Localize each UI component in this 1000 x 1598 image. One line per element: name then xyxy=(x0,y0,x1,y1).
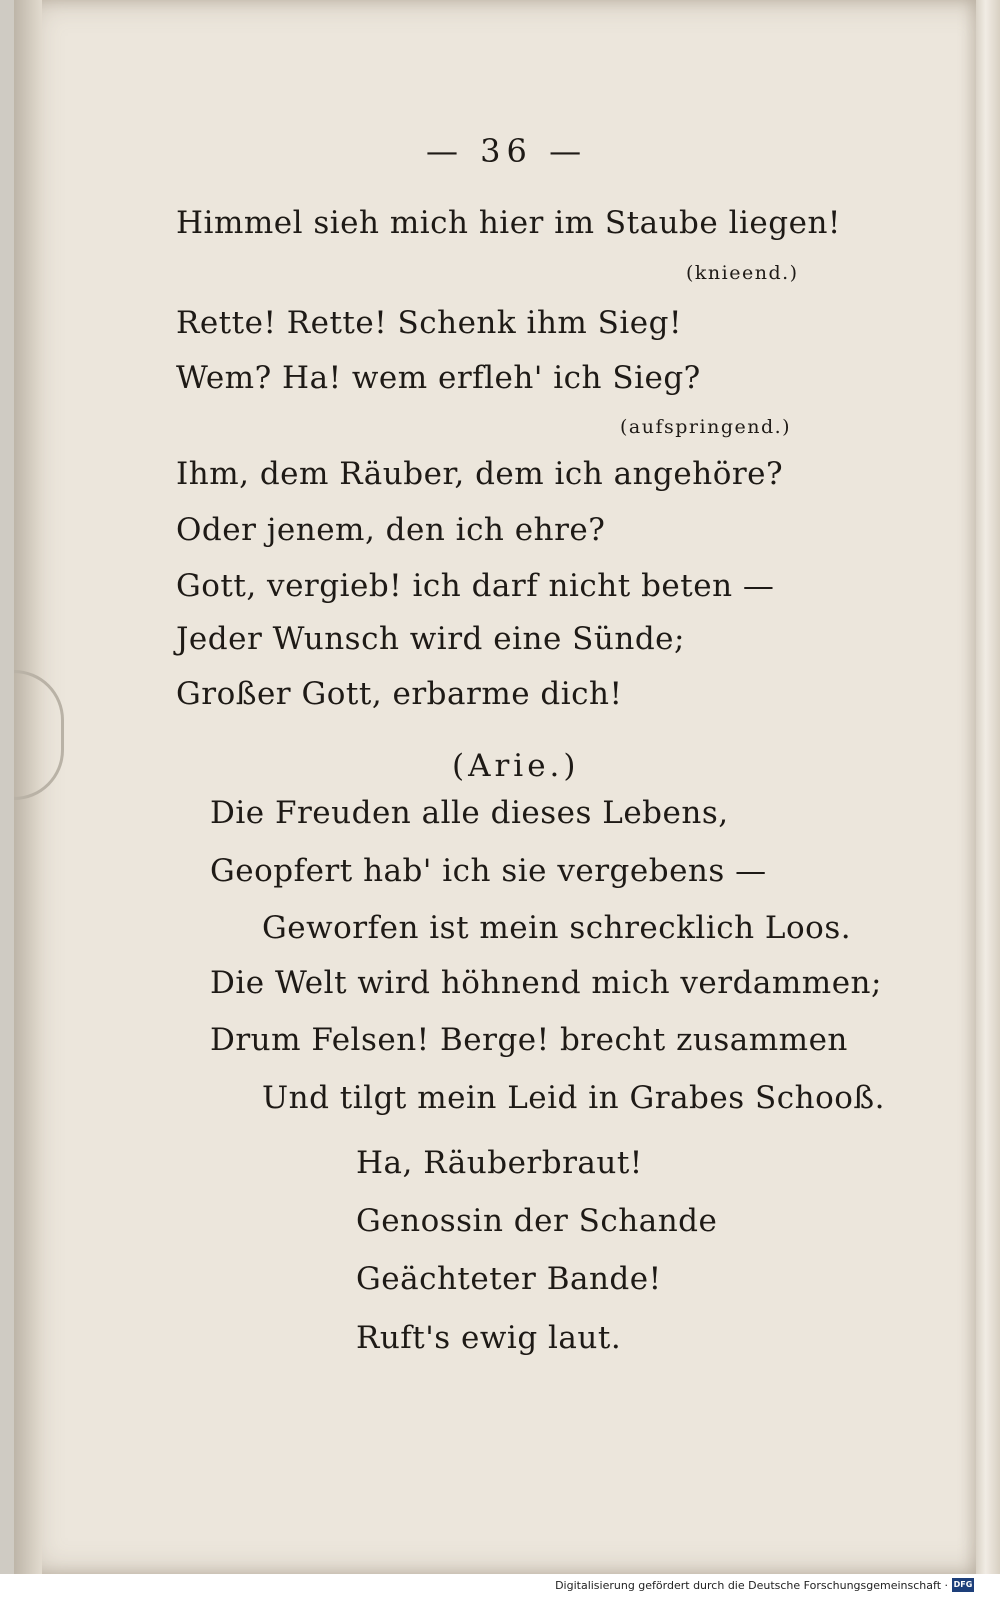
book-page xyxy=(14,0,976,1574)
aria-line: Geopfert hab' ich sie vergebens — xyxy=(210,853,767,889)
section-heading: (Arie.) xyxy=(452,748,580,784)
aria-line: Geworfen ist mein schrecklich Loos. xyxy=(262,910,852,946)
verse-line: Wem? Ha! wem erfleh' ich Sieg? xyxy=(176,360,701,396)
verse-line: Oder jenem, den ich ehre? xyxy=(176,512,606,548)
aria-line: Die Freuden alle dieses Lebens, xyxy=(210,795,729,831)
refrain-line: Geächteter Bande! xyxy=(356,1261,662,1297)
refrain-line: Ruft's ewig laut. xyxy=(356,1320,622,1356)
verse-line: Großer Gott, erbarme dich! xyxy=(176,676,623,712)
refrain-line: Genossin der Schande xyxy=(356,1203,718,1239)
verse-line: Jeder Wunsch wird eine Sünde; xyxy=(176,621,685,657)
aria-line: Und tilgt mein Leid in Grabes Schooß. xyxy=(262,1080,885,1116)
verse-line: Rette! Rette! Schenk ihm Sieg! xyxy=(176,305,682,341)
stage-direction: (knieend.) xyxy=(686,262,799,284)
refrain-line: Ha, Räuberbraut! xyxy=(356,1145,643,1181)
page-clip xyxy=(14,670,64,800)
verse-line: Gott, vergieb! ich darf nicht beten — xyxy=(176,568,775,604)
dfg-logo-icon: DFG xyxy=(952,1578,974,1592)
verse-line: Ihm, dem Räuber, dem ich angehöre? xyxy=(176,456,784,492)
verse-line: Himmel sieh mich hier im Staube liegen! xyxy=(176,205,841,241)
page-number: — 36 — xyxy=(426,132,588,170)
footer-bar xyxy=(0,1574,1000,1598)
funding-credit: Digitalisierung gefördert durch die Deutsche Forschungsgemeinschaft · xyxy=(555,1579,948,1592)
aria-line: Die Welt wird höhnend mich verdammen; xyxy=(210,965,882,1001)
aria-line: Drum Felsen! Berge! brecht zusammen xyxy=(210,1022,848,1058)
stage-direction: (aufspringend.) xyxy=(620,416,792,438)
page-edge xyxy=(976,0,1000,1574)
